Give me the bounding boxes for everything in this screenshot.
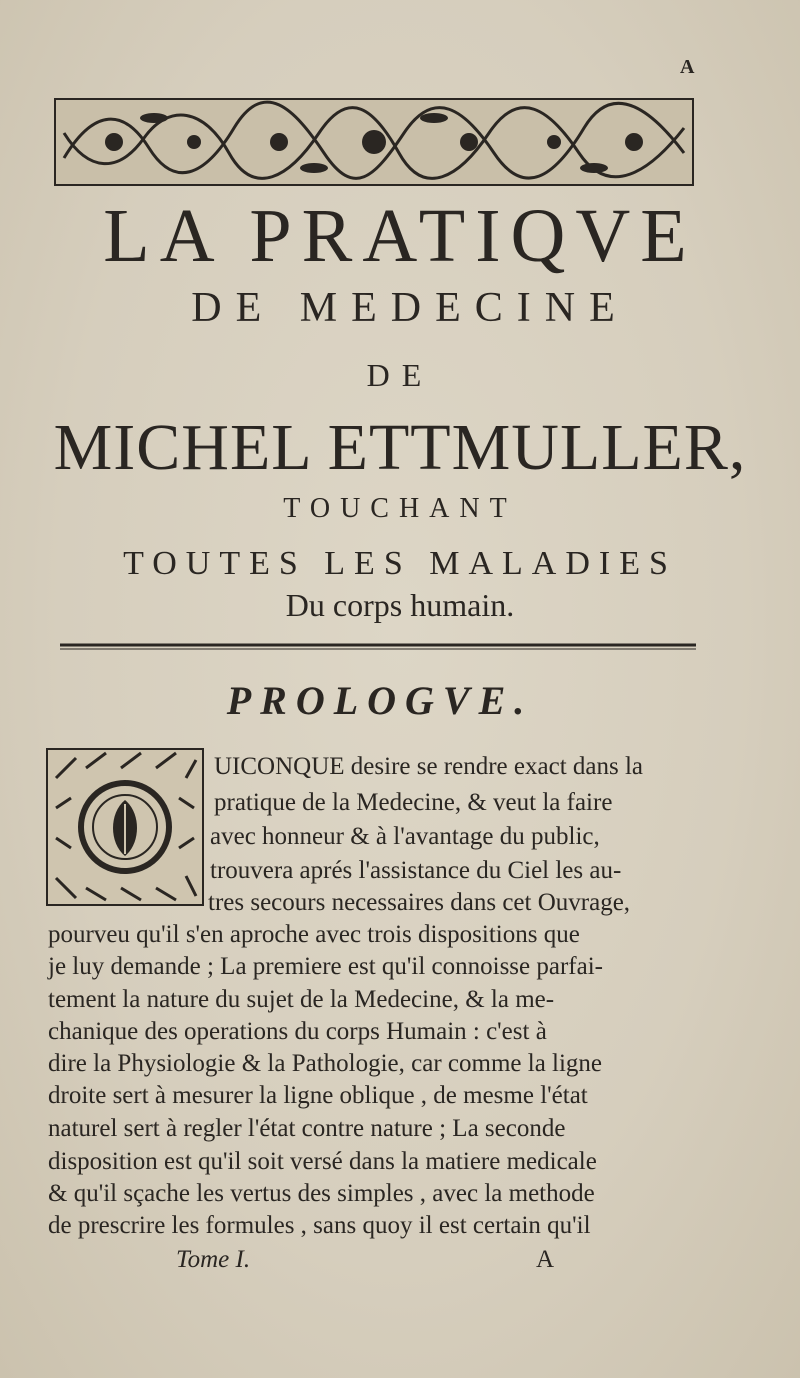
book-page: A LA PRATIQVE DE MEDECINE DE MICHEL ETTMULLER, TOUCHANT TOUTES LES MALADIES Du corps humain. PROLOGVE. UICONQUE desire se rendre exact dans la pratique de la Medecine, & veut la faire avec honneur & à l'avantage du public, trouvera aprés l'assistance du Ciel les au- tres secours necessaires dans cet Ouvrage, pourveu qu'il s'en aproche avec trois dispositions que je luy demande ; La premiere est qu'il connoisse parfai- tement la nature du sujet de la Medecine, & la me- chanique des operations du corps Humain : c'est à dire la Physiologie & la Pathologie, car comme la ligne droite sert à mesurer la ligne oblique , de mesme l'état naturel sert à regler l'état contre nature ; La seconde disposition est qu'il soit versé dans la matiere medicale & qu'il sçache les vertus des simples , avec la methode de prescrire les formules , sans quoy il est certain qu'il Tome I. A: [0, 0, 800, 1378]
title-line-1: LA PRATIQVE: [103, 194, 697, 278]
volume-label: Tome I.: [176, 1246, 251, 1273]
title-line-6: TOUTES LES MALADIES: [123, 545, 677, 582]
title-line-7: Du corps humain.: [285, 587, 515, 623]
section-heading: PROLOGVE.: [226, 678, 534, 723]
title-line-4: MICHEL ETTMULLER,: [53, 411, 747, 484]
engraved-headpiece-icon: [54, 98, 694, 186]
folio-mark: A: [680, 56, 695, 78]
horizontal-rule: [60, 642, 696, 650]
title-line-5: TOUCHANT: [283, 493, 517, 524]
title-line-3: DE: [366, 357, 434, 393]
signature-mark: A: [536, 1246, 555, 1273]
title-line-2: DE MEDECINE: [191, 285, 629, 331]
decorated-initial-q-icon: [46, 748, 204, 906]
